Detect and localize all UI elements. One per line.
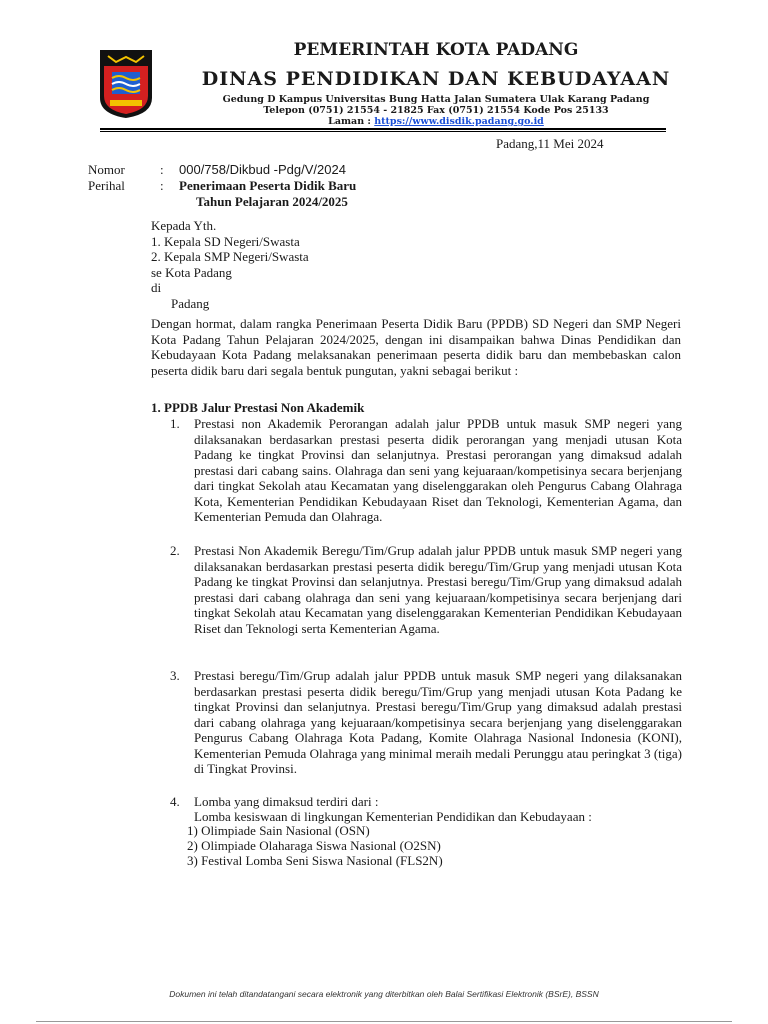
list-item-number: 1. (170, 416, 180, 431)
recipient-line: 2. Kepala SMP Negeri/Swasta (151, 249, 309, 264)
recipient-greeting: Kepada Yth. (151, 218, 217, 233)
competition-item: 2) Olimpiade Olaharaga Siswa Nasional (O2SN) (187, 838, 441, 853)
section-title: 1. PPDB Jalur Prestasi Non Akademik (151, 400, 365, 415)
org-name-line2: DINAS PENDIDIKAN DAN KEBUDAYAAN (201, 68, 671, 90)
recipient-line: se Kota Padang (151, 264, 232, 280)
org-website (196, 116, 676, 127)
competition-intro: Lomba kesiswaan di lingkungan Kementerian Pendidikan dan Kebudayaan : (194, 809, 592, 824)
recipient-line: 1. Kepala SD Negeri/Swasta (151, 233, 300, 249)
footer-divider (36, 1021, 732, 1022)
list-item (170, 416, 682, 525)
list-item (170, 668, 682, 777)
org-contact: Telepon (0751) 21554 - 21825 Fax (0751) 21554 Kode Pos 25133 (263, 105, 609, 116)
recipient-line: di (151, 280, 162, 295)
competition-item: 3) Festival Lomba Seni Siswa Nasional (FLS2N) (187, 853, 443, 868)
list-item-text: Lomba yang dimaksud terdiri dari : (194, 794, 379, 809)
list-item (170, 794, 682, 810)
perihal-line1: Penerimaan Peserta Didik Baru (179, 178, 357, 193)
perihal-colon: : (160, 178, 164, 193)
list-item-text: Prestasi beregu/Tim/Grup adalah jalur PPDB untuk masuk SMP negeri yang dilaksanakan berdasarkan prestasi peserta didik beregu/Tim/Grup yang menjadi utusan Kota Padang ke tingkat Provinsi dan selanjutnya. Prestasi beregu/Tim/Grup yang dimaksud adalah prestasi dari cabang olahraga yang kejuaraan/kompetisinya secara berjenjang yang diselenggarakan Pengurus Cabang Olahraga Kota Padang, Komite Olahraga Nasional Indonesia (KONI), Kementerian Pemuda Olahraga yang minimal meraih medali Perunggu atau peringkat 3 (tiga) di Tingkat Provinsi. (194, 668, 682, 776)
padang-city-emblem-icon (98, 48, 154, 120)
recipient-line: Padang (171, 295, 210, 311)
nomor-label: Nomor (88, 162, 125, 177)
list-item-number: 2. (170, 543, 180, 558)
perihal-label: Perihal (88, 178, 125, 193)
nomor-colon: : (160, 162, 164, 177)
opening-paragraph: Dengan hormat, dalam rangka Penerimaan Peserta Didik Baru (PPDB) SD Negeri dan SMP Negeri Kota Padang Tahun Pelajaran 2024/2025, dengan ini disampaikan bahwa Dinas Pendidikan dan Kebudayaan Kota Padang melaksanakan penerimaan peserta didik baru dan membebaskan calon peserta didik baru dari segala bentuk pungutan, yakni sebagai berikut : (151, 316, 681, 378)
e-signature-note: Dokumen ini telah ditandatangani secara elektronik yang diterbitkan oleh Balai Sertifikasi Elektronik (BSrE), BSSN (169, 989, 599, 999)
list-item (170, 543, 682, 636)
list-item-text: Prestasi non Akademik Perorangan adalah jalur PPDB untuk masuk SMP negeri yang dilaksanakan berdasarkan prestasi peserta didik perorangan yang menjadi utusan Kota Padang ke tingkat Provinsi dan selanjutnya. Prestasi perorangan yang dimaksud adalah prestasi dari cabang sains. Olahraga dan seni yang kejuaraan/kompetisinya secara berjenjang dari tingkat Sekolah atau Kecamatan yang diselenggarakan oleh Pengurus Cabang Olahraga Kota, Kementerian Pendidikan Kebudayaan Riset dan Teknologi, Kementerian Agama, dan Kementerian Pemuda dan Olahraga. (194, 416, 682, 524)
letterhead-rule-thick (100, 128, 666, 130)
org-address: Gedung D Kampus Universitas Bung Hatta Jalan Sumatera Ulak Karang Padang (222, 94, 650, 105)
list-item-text: Prestasi Non Akademik Beregu/Tim/Grup adalah jalur PPDB untuk masuk SMP negeri yang dilaksanakan berdasarkan prestasi peserta didik beregu/Tim/Grup yang menjadi utusan Kota Padang ke tingkat Provinsi dan selanjutnya. Prestasi beregu/Tim/Grup yang dimaksud adalah prestasi dari cabang olahraga dan seni yang kejuaraan/kompetisinya secara berjenjang dari tingkat Sekolah atau Kecamatan yang diselenggarakan Kementerian Pendidikan Kebudayaan Riset dan Teknologi serta Kementerian Agama. (194, 543, 682, 636)
list-item-number: 3. (170, 668, 180, 683)
recipient-block (151, 218, 309, 311)
org-name-line1: PEMERINTAH KOTA PADANG (293, 40, 579, 60)
website-link[interactable]: https://www.disdik.padang.go.id (374, 116, 544, 127)
letter-date: Padang,11 Mei 2024 (496, 136, 604, 151)
competition-item: 1) Olimpiade Sain Nasional (OSN) (187, 823, 370, 838)
nomor-value: 000/758/Dikbud -Pdg/V/2024 (179, 162, 346, 177)
list-item-number: 4. (170, 794, 180, 809)
website-label: Laman : (328, 116, 371, 127)
perihal-line2: Tahun Pelajaran 2024/2025 (196, 194, 348, 209)
letterhead-rule-thin (100, 131, 666, 132)
